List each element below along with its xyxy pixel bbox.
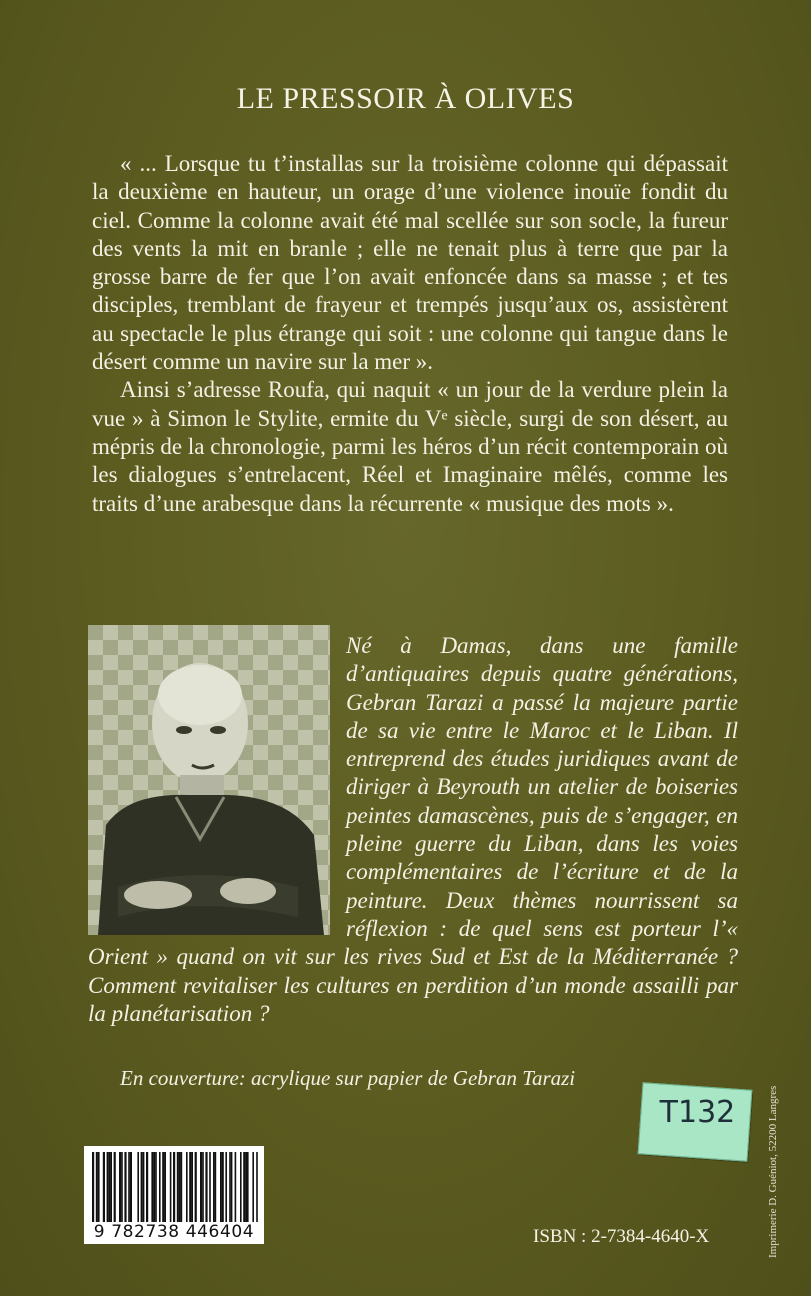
barcode-bar [92, 1152, 94, 1222]
author-bio [88, 632, 738, 1028]
barcode-bar [220, 1152, 222, 1222]
barcode-bar [170, 1152, 172, 1222]
barcode-bar [195, 1152, 197, 1222]
barcode-bar [256, 1152, 258, 1222]
barcode-bar [202, 1152, 204, 1222]
barcode-bar [159, 1152, 161, 1222]
barcode-bar [181, 1152, 183, 1222]
barcode-bar [107, 1152, 109, 1222]
barcode-bar [110, 1152, 112, 1222]
barcode-bar [121, 1152, 123, 1222]
barcode-bar [189, 1152, 191, 1222]
barcode-bar [128, 1152, 130, 1222]
barcode-digits: 9 782738 446404 [86, 1222, 262, 1242]
barcode-bar [247, 1152, 249, 1222]
author-bio-text: Né à Damas, dans une famille d’antiquaires depuis quatre générations, Gebran Tarazi a passé la majeure partie de sa vie entre le Maroc et le Liban. Il entreprend des études juridiques avant de diriger à Beyrouth un atelier de boiseries peintes damascènes, puis de s’engager, en pleine guerre du Liban, dans les voies complémentaires de l’écriture et de la peinture. Deux thèmes nourrissent sa réflexion : de quel sens est porteur l’« Orient » quand on vit sur les rives Sud et Est de la Méditerranée ? Comment revitaliser les cultures en perdition d’un monde assailli par la planétarisation ? [88, 633, 738, 1026]
barcode-bar [243, 1152, 245, 1222]
barcode-bar [178, 1152, 180, 1222]
blurb-paragraph-1: « ... Lorsque tu t’installas sur la troisième colonne qui dépassait la deuxième en hauteur, un orage d’une violence inouïe fondit du ciel. Comme la colonne avait été mal scellée sur son socle, la fureur des vents la mit en branle ; elle ne tenait plus à terre que par la grosse barre de fer que l’on avait enfoncée dans sa masse ; et tes disciples, tremblant de frayeur et trempés jusqu’aux os, assistèrent au spectacle le plus étrange qui soit : une colonne qui tangue dans le désert comme un navire sur la mer ». [92, 151, 728, 375]
barcode-bar [215, 1152, 217, 1222]
barcode-bar [186, 1152, 188, 1222]
barcode-bar [177, 1152, 179, 1222]
barcode-bar [213, 1152, 215, 1222]
barcode-bar [141, 1152, 143, 1222]
barcode-bar [235, 1152, 237, 1222]
book-blurb [92, 150, 728, 518]
printer-imprint: Imprimerie D. Guéniot, 52200 Langres [767, 1085, 779, 1258]
barcode-bar [119, 1152, 121, 1222]
isbn: ISBN : 2-7384-4640-X [533, 1226, 710, 1247]
barcode-bar [108, 1152, 110, 1222]
barcode-bar [124, 1152, 126, 1222]
barcode-bar [200, 1152, 202, 1222]
barcode-bar [222, 1152, 224, 1222]
cover-credit: En couverture: acrylique sur papier de Gebran Tarazi [120, 1066, 576, 1090]
barcode-bar [103, 1152, 105, 1222]
barcode-bar [191, 1152, 193, 1222]
barcode-bar [143, 1152, 145, 1222]
barcode-bar [114, 1152, 116, 1222]
barcode-bar [130, 1152, 132, 1222]
barcode-bar [154, 1152, 156, 1222]
barcode-bar [155, 1152, 157, 1222]
barcode-bar [151, 1152, 153, 1222]
barcode-bar [229, 1152, 231, 1222]
library-sticker-label: T132 [659, 1095, 736, 1131]
barcode-bar [231, 1152, 233, 1222]
barcode-bar [146, 1152, 148, 1222]
barcode-bar [245, 1152, 247, 1222]
barcode-bar [252, 1152, 254, 1222]
barcode-icon [84, 1146, 264, 1222]
barcode-bar [173, 1152, 175, 1222]
blurb-paragraph-2: Ainsi s’adresse Roufa, qui naquit « un jour de la verdure plein la vue » à Simon le Stylite, ermite du Vᵉ siècle, surgi de son désert, au mépris de la chronologie, parmi les héros d’un récit contemporain où les dialogues s’entrelacent, Réel et Imaginaire mêlés, comme les traits d’une arabesque dans la récurrente « musique des mots ». [92, 377, 728, 516]
barcode-bar [97, 1152, 99, 1222]
barcode-bar [240, 1152, 242, 1222]
barcode-bar [205, 1152, 207, 1222]
library-sticker [638, 1082, 753, 1161]
barcode-bar [137, 1152, 139, 1222]
barcode-bar [162, 1152, 164, 1222]
barcode-bar [96, 1152, 98, 1222]
book-title: LE PRESSOIR À OLIVES [236, 82, 575, 115]
barcode-bar [164, 1152, 166, 1222]
barcode-bar [225, 1152, 227, 1222]
barcode-bar [209, 1152, 211, 1222]
